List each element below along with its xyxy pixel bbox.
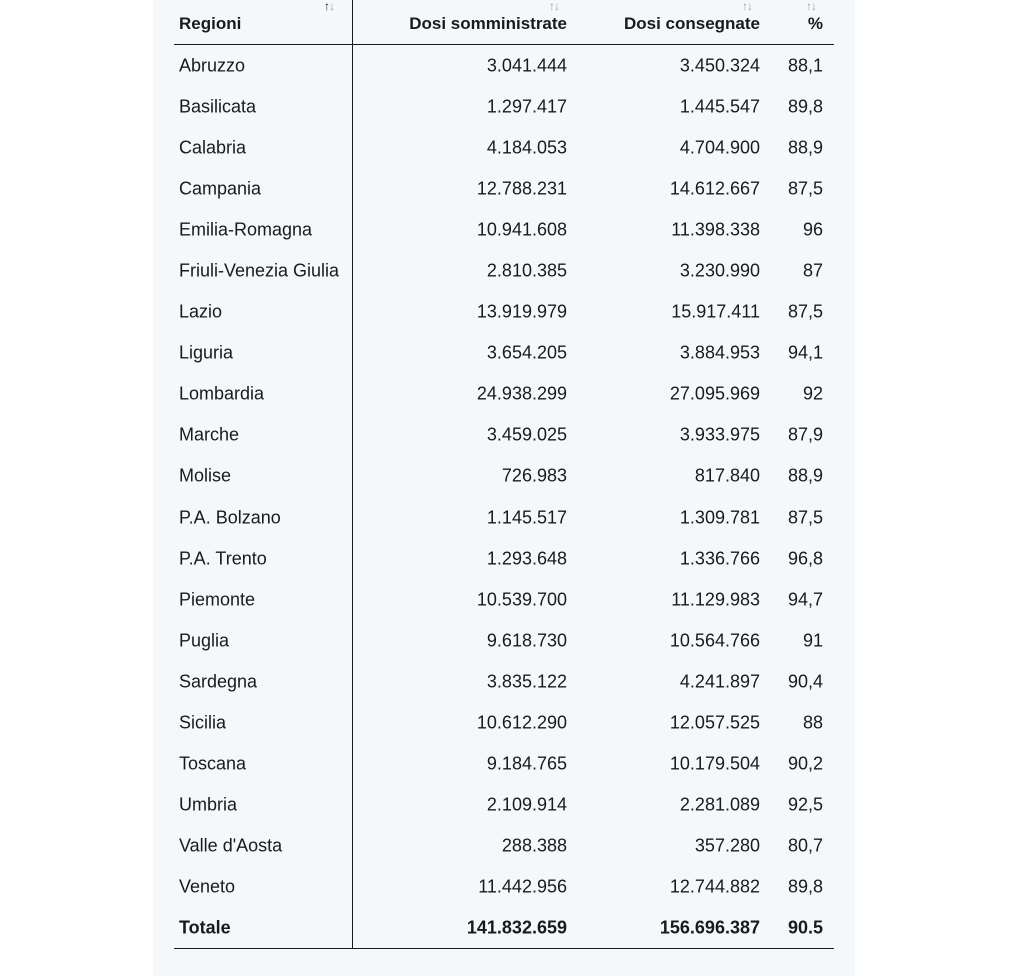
consegnate-cell: 357.280	[694, 835, 760, 856]
region-cell: P.A. Bolzano	[179, 507, 281, 528]
table-row	[174, 415, 834, 456]
consegnate-cell: 817.840	[694, 465, 760, 486]
percent-cell: 88,1	[787, 55, 823, 76]
percent-cell: 87,5	[787, 301, 823, 322]
table-row	[174, 45, 834, 86]
percent-cell: 90,4	[787, 671, 823, 692]
consegnate-cell: 4.241.897	[679, 671, 760, 692]
column-header-percent[interactable]: %	[807, 14, 823, 33]
consegnate-cell: 11.398.338	[671, 219, 760, 240]
somministrate-cell: 3.835.122	[486, 671, 567, 692]
table-row	[174, 826, 834, 867]
region-cell: Liguria	[179, 342, 234, 363]
table-row	[174, 744, 834, 785]
somministrate-cell: 4.184.053	[486, 137, 567, 158]
somministrate-cell: 12.788.231	[476, 178, 567, 199]
region-cell: Abruzzo	[179, 55, 246, 76]
somministrate-cell: 11.442.956	[478, 876, 567, 897]
table-row	[174, 168, 834, 209]
consegnate-cell: 14.612.667	[669, 178, 760, 199]
region-cell: Molise	[179, 465, 232, 486]
region-cell: Puglia	[179, 630, 230, 651]
table-body	[174, 45, 834, 908]
sort-up-icon: ↑	[742, 0, 747, 13]
region-cell: Valle d'Aosta	[179, 835, 283, 856]
sort-down-icon: ↓	[329, 0, 334, 13]
table-row	[174, 497, 834, 538]
column-header-regioni[interactable]: Regioni	[179, 14, 242, 33]
percent-cell: 94,7	[787, 589, 823, 610]
table-row	[174, 661, 834, 702]
region-cell: Friuli-Venezia Giulia	[179, 260, 340, 281]
table-row	[174, 250, 834, 291]
column-header-dosi-consegnate[interactable]: Dosi consegnate	[623, 14, 760, 33]
somministrate-cell: 13.919.979	[476, 301, 567, 322]
somministrate-cell: 1.293.648	[486, 548, 567, 569]
consegnate-cell: 3.933.975	[679, 424, 760, 445]
consegnate-cell: 1.336.766	[679, 548, 760, 569]
somministrate-cell: 726.983	[501, 465, 567, 486]
region-cell: Basilicata	[179, 96, 257, 117]
region-cell: Campania	[179, 178, 262, 199]
region-cell: Umbria	[179, 794, 238, 815]
consegnate-cell: 1.445.547	[679, 96, 760, 117]
table-row	[174, 374, 834, 415]
somministrate-cell: 10.612.290	[476, 712, 567, 733]
table-row	[174, 333, 834, 374]
consegnate-cell: 3.884.953	[679, 342, 760, 363]
table-row	[174, 538, 834, 579]
percent-cell: 80,7	[787, 835, 823, 856]
consegnate-cell: 1.309.781	[679, 507, 760, 528]
percent-cell: 91	[802, 630, 823, 651]
region-cell: Piemonte	[179, 589, 256, 610]
table-row	[174, 456, 834, 497]
percent-cell: 89,8	[787, 876, 823, 897]
percent-cell: 87	[802, 260, 823, 281]
consegnate-cell: 12.744.882	[669, 876, 760, 897]
sort-up-icon: ↑	[324, 0, 329, 13]
consegnate-cell: 12.057.525	[669, 712, 760, 733]
sort-up-icon: ↑	[806, 0, 811, 13]
table-row	[174, 209, 834, 250]
table-row	[174, 703, 834, 744]
percent-cell: 87,5	[787, 178, 823, 199]
table-row	[174, 867, 834, 908]
region-cell: Lazio	[179, 301, 223, 322]
region-cell: Toscana	[179, 753, 247, 774]
somministrate-cell: 2.810.385	[486, 260, 567, 281]
somministrate-cell: 10.941.608	[476, 219, 567, 240]
consegnate-cell: 3.230.990	[679, 260, 760, 281]
percent-cell: 88	[802, 712, 823, 733]
sort-down-icon: ↓	[554, 0, 559, 13]
vaccine-doses-table	[174, 0, 834, 949]
consegnate-cell: 10.564.766	[669, 630, 760, 651]
table-row	[174, 86, 834, 127]
somministrate-cell: 9.618.730	[486, 630, 567, 651]
region-cell: Sicilia	[179, 712, 227, 733]
sort-down-icon: ↓	[747, 0, 752, 13]
percent-cell: 89,8	[787, 96, 823, 117]
table-row	[174, 620, 834, 661]
total-label: Totale	[179, 917, 231, 938]
total-consegnate: 156.696.387	[659, 917, 760, 938]
somministrate-cell: 3.654.205	[486, 342, 567, 363]
column-header-dosi-somministrate[interactable]: Dosi somministrate	[409, 14, 567, 33]
somministrate-cell: 10.539.700	[476, 589, 567, 610]
percent-cell: 92,5	[787, 794, 823, 815]
consegnate-cell: 3.450.324	[679, 55, 760, 76]
somministrate-cell: 3.459.025	[486, 424, 567, 445]
column-divider	[352, 0, 353, 949]
consegnate-cell: 11.129.983	[671, 589, 760, 610]
consegnate-cell: 2.281.089	[679, 794, 760, 815]
region-cell: Veneto	[179, 876, 236, 897]
sort-up-icon: ↑	[549, 0, 554, 13]
consegnate-cell: 4.704.900	[679, 137, 760, 158]
table-total-row	[174, 908, 834, 949]
table-header	[174, 0, 834, 45]
region-cell: Sardegna	[179, 671, 258, 692]
consegnate-cell: 27.095.969	[669, 383, 760, 404]
somministrate-cell: 3.041.444	[486, 55, 567, 76]
somministrate-cell: 2.109.914	[486, 794, 567, 815]
table-row	[174, 579, 834, 620]
percent-cell: 87,9	[787, 424, 823, 445]
somministrate-cell: 1.145.517	[486, 507, 567, 528]
total-percent: 90.5	[787, 917, 823, 938]
region-cell: Lombardia	[179, 383, 265, 404]
percent-cell: 94,1	[787, 342, 823, 363]
percent-cell: 88,9	[787, 137, 823, 158]
percent-cell: 87,5	[787, 507, 823, 528]
somministrate-cell: 288.388	[501, 835, 567, 856]
percent-cell: 90,2	[787, 753, 823, 774]
somministrate-cell: 9.184.765	[486, 753, 567, 774]
percent-cell: 92	[802, 383, 823, 404]
region-cell: Calabria	[179, 137, 247, 158]
consegnate-cell: 15.917.411	[671, 301, 760, 322]
total-somministrate: 141.832.659	[466, 917, 567, 938]
table-row	[174, 785, 834, 826]
somministrate-cell: 24.938.299	[476, 383, 567, 404]
region-cell: P.A. Trento	[179, 548, 267, 569]
somministrate-cell: 1.297.417	[486, 96, 567, 117]
percent-cell: 96,8	[787, 548, 823, 569]
table-row	[174, 127, 834, 168]
table-row	[174, 292, 834, 333]
percent-cell: 96	[802, 219, 823, 240]
region-cell: Emilia-Romagna	[179, 219, 313, 240]
consegnate-cell: 10.179.504	[669, 753, 760, 774]
percent-cell: 88,9	[787, 465, 823, 486]
sort-down-icon: ↓	[811, 0, 816, 13]
region-cell: Marche	[179, 424, 240, 445]
